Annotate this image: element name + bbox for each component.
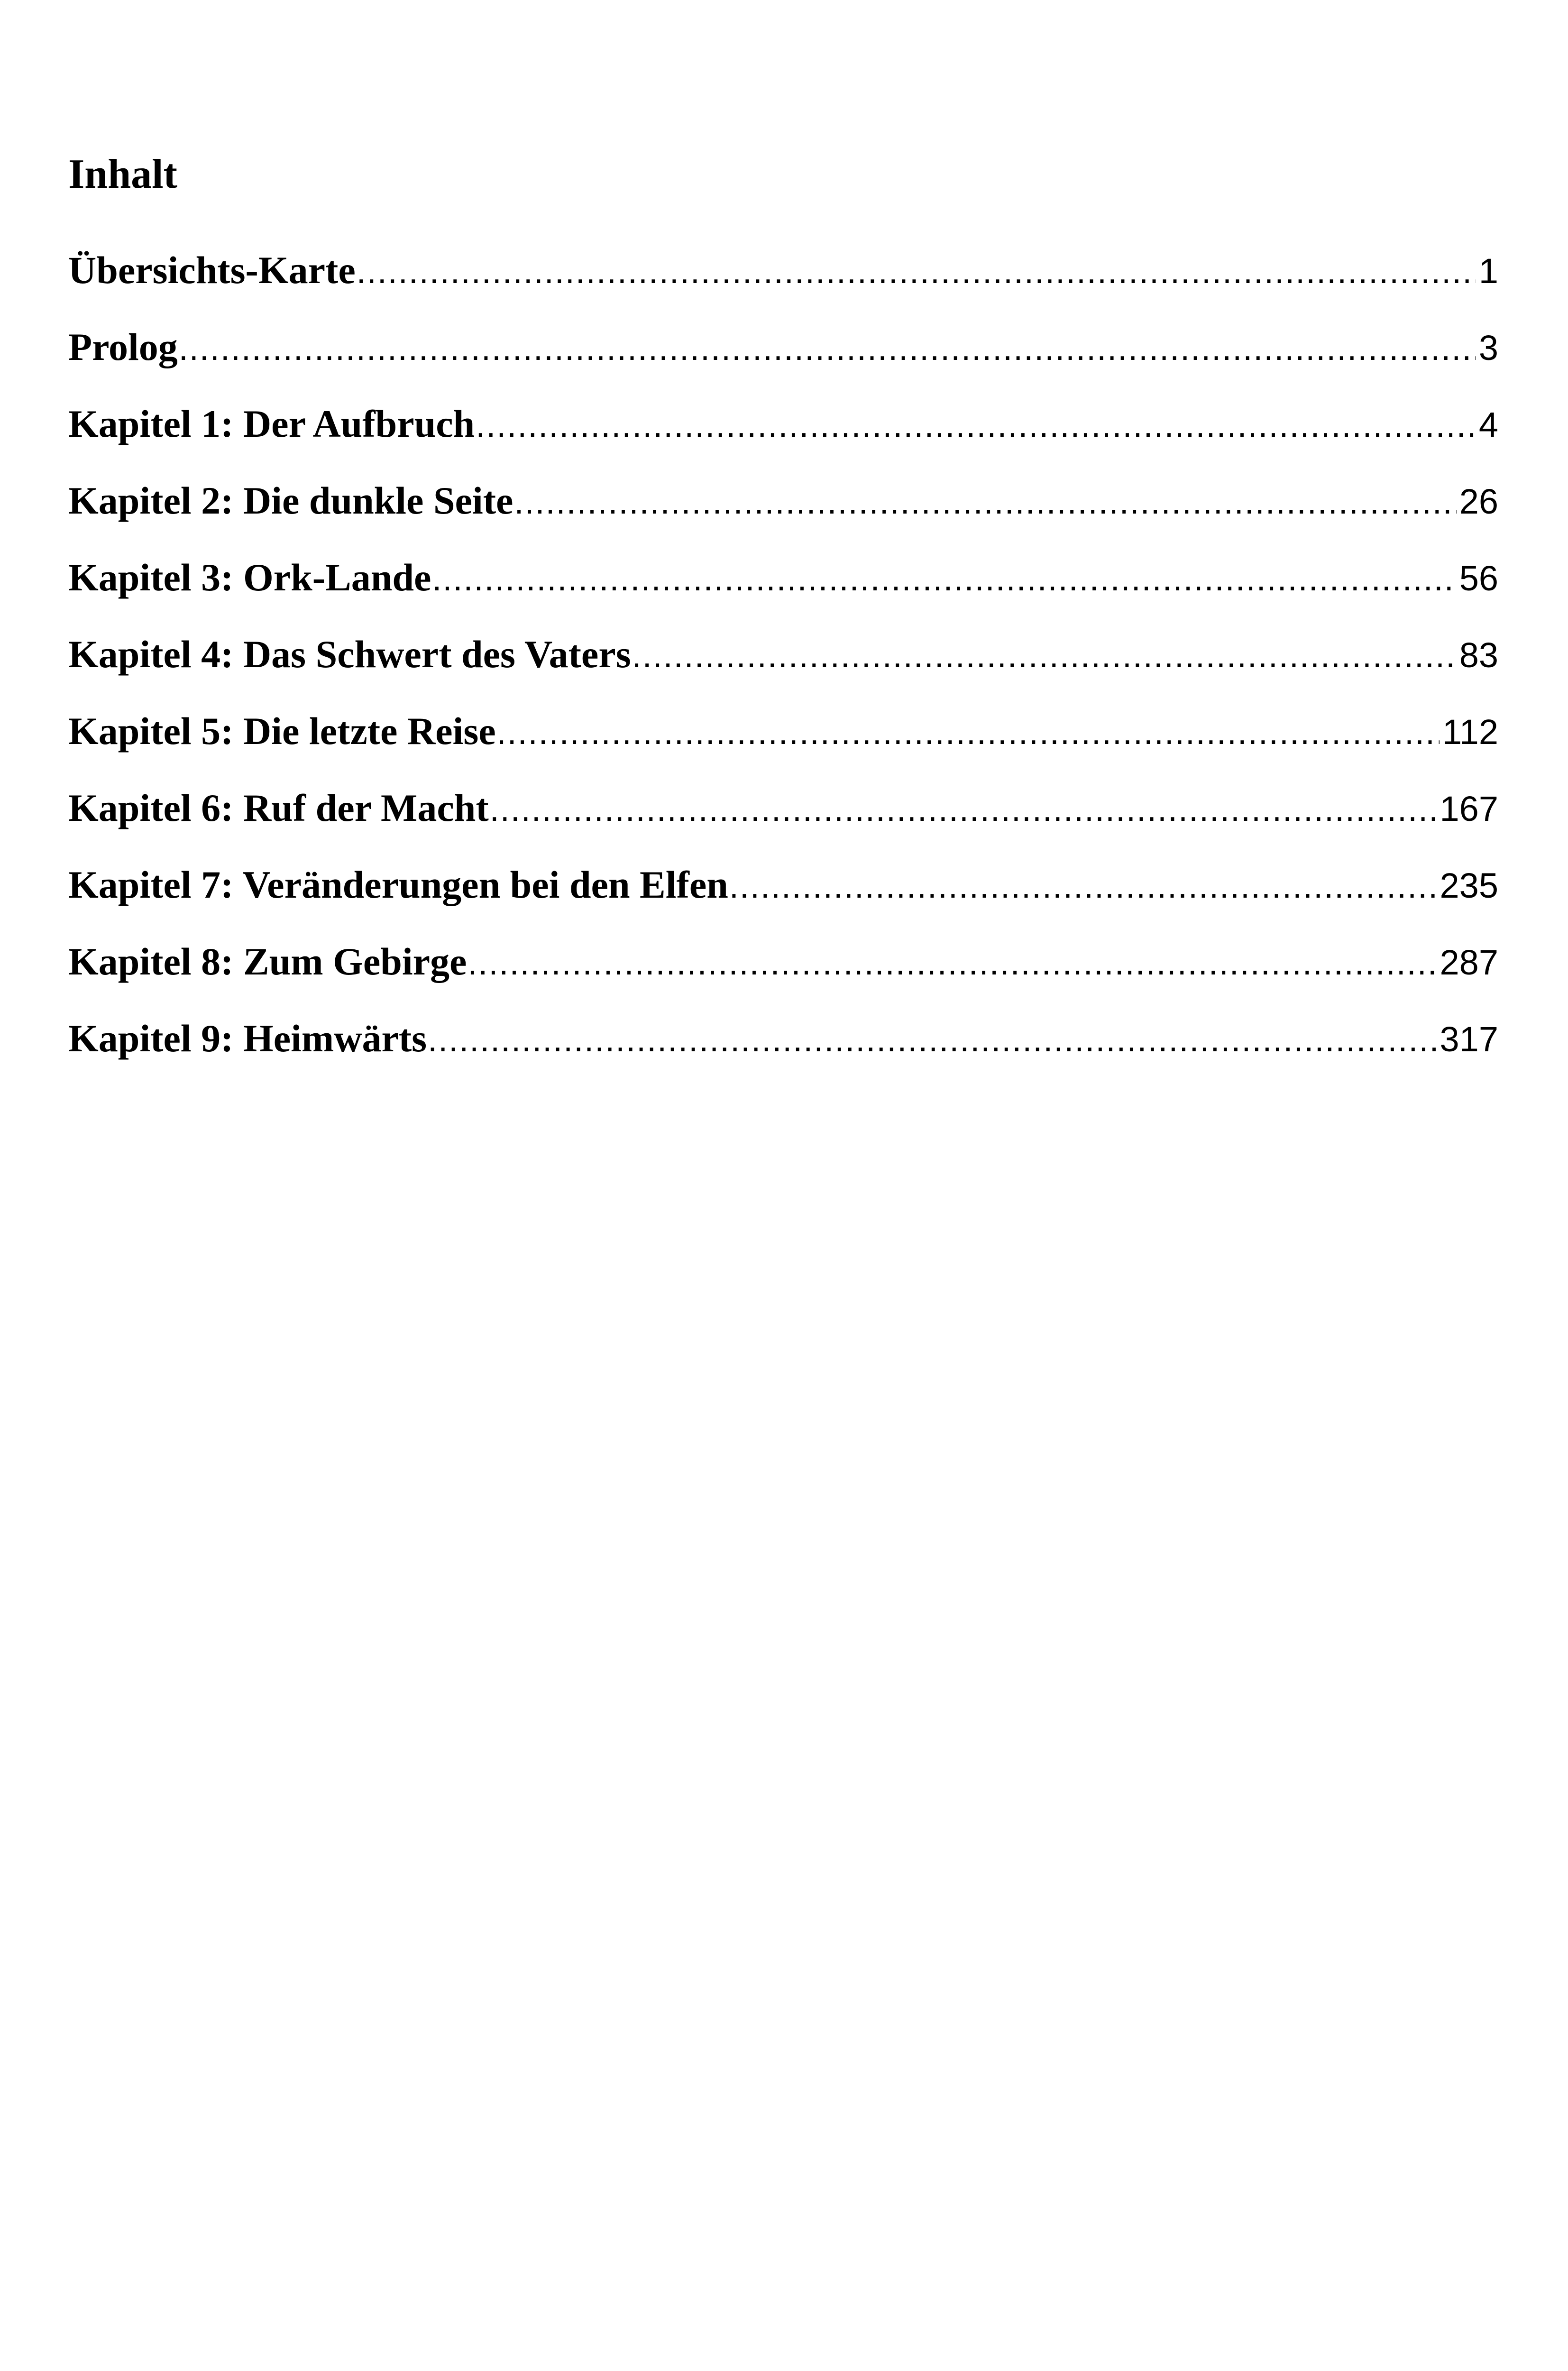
toc-heading: Inhalt	[68, 151, 177, 197]
toc-dot-leader	[729, 863, 1437, 910]
toc-dot-leader	[357, 248, 1476, 295]
toc-dot-leader	[632, 632, 1457, 680]
toc-dot-leader	[490, 786, 1437, 833]
toc-entry-label: Kapitel 3: Ork-Lande	[68, 556, 431, 599]
toc-entry-uebersichts-karte[interactable]	[68, 247, 1498, 323]
toc-entry-prolog[interactable]	[68, 323, 1498, 400]
toc-page-number: 317	[1440, 1020, 1498, 1059]
toc-page-number: 83	[1459, 635, 1498, 675]
toc-dot-leader	[497, 709, 1440, 756]
toc-page-number: 1	[1478, 251, 1498, 291]
toc-entry-label: Kapitel 9: Heimwärts	[68, 1017, 427, 1060]
toc-entry-label: Kapitel 7: Veränderungen bei den Elfen	[68, 863, 728, 906]
toc-page-number: 112	[1442, 712, 1498, 752]
toc-page-number: 287	[1440, 943, 1498, 982]
toc-entry-kapitel-8[interactable]	[68, 938, 1498, 1015]
toc-entry-kapitel-7[interactable]	[68, 861, 1498, 938]
toc-page-number: 4	[1478, 405, 1498, 444]
toc-page-number: 235	[1440, 866, 1498, 905]
toc-entry-kapitel-5[interactable]	[68, 708, 1498, 784]
toc-dot-leader	[468, 939, 1437, 987]
toc-entry-kapitel-9[interactable]	[68, 1015, 1498, 1092]
toc-entry-label: Kapitel 4: Das Schwert des Vaters	[68, 633, 631, 676]
toc-entry-label: Prolog	[68, 325, 178, 368]
toc-page-number: 56	[1459, 559, 1498, 598]
toc-dot-leader	[179, 325, 1476, 372]
toc-dot-leader	[432, 555, 1456, 603]
toc-dot-leader	[514, 478, 1456, 526]
toc-entry-label: Kapitel 1: Der Aufbruch	[68, 402, 475, 445]
toc-entry-label: Übersichts-Karte	[68, 248, 356, 292]
toc-dot-leader	[428, 1016, 1437, 1064]
toc-entry-label: Kapitel 2: Die dunkle Seite	[68, 479, 513, 522]
toc-dot-leader	[476, 402, 1476, 449]
toc-page-number: 3	[1478, 328, 1498, 368]
toc-page-number: 167	[1440, 789, 1498, 828]
toc-entry-kapitel-2[interactable]	[68, 477, 1498, 554]
toc-entry-kapitel-4[interactable]	[68, 631, 1498, 708]
toc-entry-kapitel-1[interactable]	[68, 400, 1498, 477]
table-of-contents	[68, 247, 1498, 1092]
toc-entry-kapitel-3[interactable]	[68, 554, 1498, 631]
toc-entry-label: Kapitel 8: Zum Gebirge	[68, 940, 467, 983]
toc-entry-label: Kapitel 6: Ruf der Macht	[68, 786, 489, 829]
toc-entry-label: Kapitel 5: Die letzte Reise	[68, 709, 496, 753]
toc-entry-kapitel-6[interactable]	[68, 784, 1498, 861]
toc-page-number: 26	[1459, 482, 1498, 521]
